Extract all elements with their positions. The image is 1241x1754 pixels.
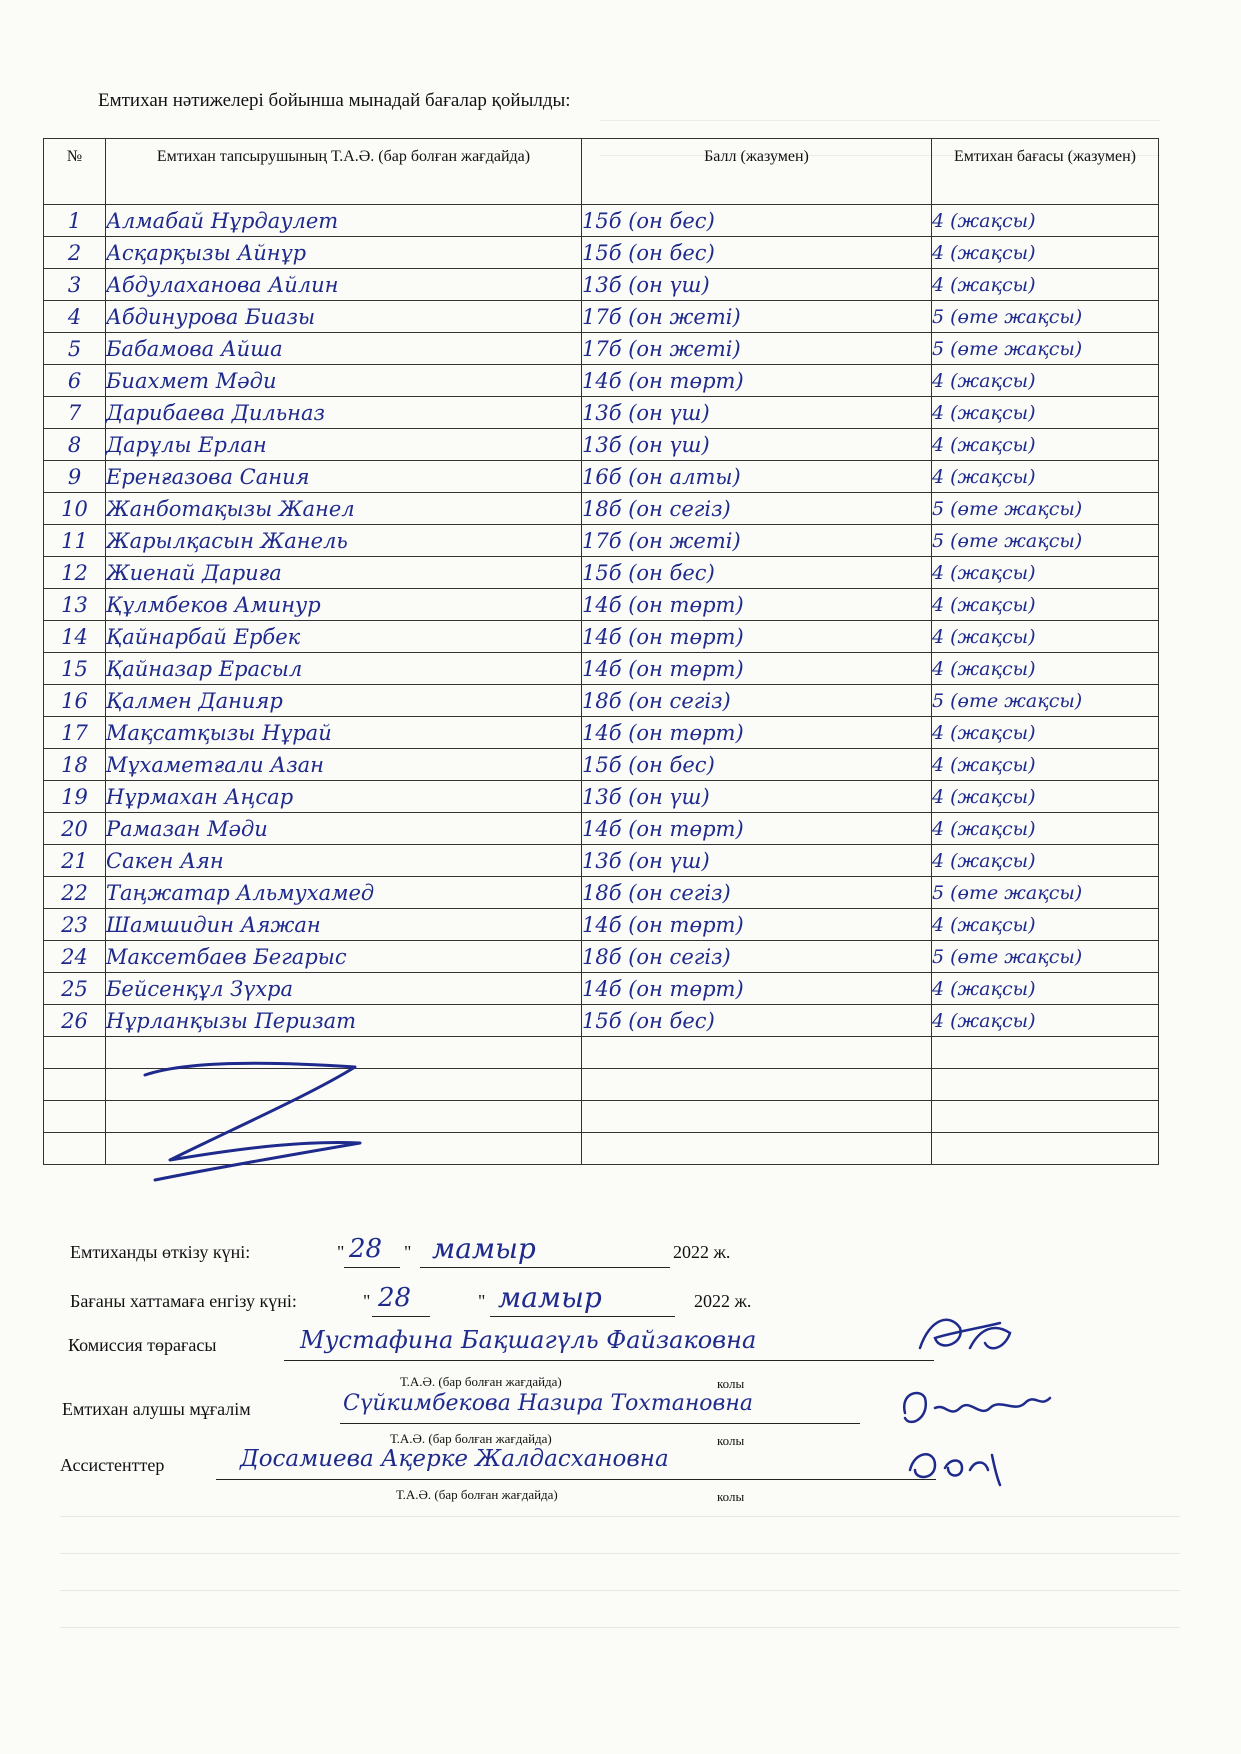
row-score: 18б (он сегіз) bbox=[582, 941, 932, 973]
chair-line bbox=[284, 1360, 934, 1361]
row-number: 12 bbox=[44, 557, 106, 589]
row-name: Алмабай Нұрдаулет bbox=[106, 205, 582, 237]
table-row bbox=[44, 589, 1159, 621]
row-score: 13б (он үш) bbox=[582, 781, 932, 813]
exam-day: 28 bbox=[349, 1234, 383, 1264]
entry-day: 28 bbox=[378, 1283, 412, 1313]
row-number: 1 bbox=[44, 205, 106, 237]
table-row bbox=[44, 717, 1159, 749]
row-number: 18 bbox=[44, 749, 106, 781]
row-grade: 4 (жақсы) bbox=[932, 1005, 1159, 1037]
table-row bbox=[44, 973, 1159, 1005]
row-name: Сакен Аян bbox=[106, 845, 582, 877]
row-name: Мақсатқызы Нұрай bbox=[106, 717, 582, 749]
row-score: 13б (он үш) bbox=[582, 845, 932, 877]
row-score: 15б (он бес) bbox=[582, 749, 932, 781]
table-row bbox=[44, 333, 1159, 365]
table-row bbox=[44, 941, 1159, 973]
chair-fio-note: Т.А.Ә. (бар болған жағдайда) bbox=[400, 1374, 562, 1389]
row-name: Қайназар Ерасыл bbox=[106, 653, 582, 685]
row-score: 14б (он төрт) bbox=[582, 717, 932, 749]
entry-date-label: Бағаны хаттамаға енгізу күні: bbox=[70, 1291, 297, 1311]
row-score: 15б (он бес) bbox=[582, 1005, 932, 1037]
row-grade: 4 (жақсы) bbox=[932, 397, 1159, 429]
row-number: 6 bbox=[44, 365, 106, 397]
row-number: 3 bbox=[44, 269, 106, 301]
row-number: 26 bbox=[44, 1005, 106, 1037]
row-name: Максетбаев Бегарыс bbox=[106, 941, 582, 973]
row-number: 4 bbox=[44, 301, 106, 333]
row-grade: 4 (жақсы) bbox=[932, 205, 1159, 237]
row-number: 10 bbox=[44, 493, 106, 525]
row-grade bbox=[932, 1069, 1159, 1101]
table-row bbox=[44, 621, 1159, 653]
examiner-fio-note: Т.А.Ә. (бар болған жағдайда) bbox=[390, 1431, 552, 1446]
row-score: 15б (он бес) bbox=[582, 557, 932, 589]
row-score bbox=[582, 1069, 932, 1101]
row-number bbox=[44, 1037, 106, 1069]
table-row bbox=[44, 365, 1159, 397]
table-row bbox=[44, 397, 1159, 429]
row-number: 19 bbox=[44, 781, 106, 813]
exam-date-quote-open: " bbox=[337, 1242, 345, 1262]
row-name: Дарибаева Дильназ bbox=[106, 397, 582, 429]
row-score: 17б (он жеті) bbox=[582, 301, 932, 333]
intro-text: Емтихан нәтижелері бойынша мынадай бағалар қойылды: bbox=[98, 90, 571, 111]
row-grade: 5 (өте жақсы) bbox=[932, 301, 1159, 333]
row-grade: 4 (жақсы) bbox=[932, 429, 1159, 461]
row-grade: 4 (жақсы) bbox=[932, 621, 1159, 653]
row-score: 14б (он төрт) bbox=[582, 589, 932, 621]
row-name: Мұхаметғали Азан bbox=[106, 749, 582, 781]
row-grade: 4 (жақсы) bbox=[932, 845, 1159, 877]
table-row bbox=[44, 429, 1159, 461]
row-name: Жарылқасын Жанель bbox=[106, 525, 582, 557]
chair-name: Мустафина Бақшагүль Файзаковна bbox=[300, 1326, 757, 1354]
exam-date-quote-close: " bbox=[404, 1242, 412, 1262]
bleed-through-lines bbox=[60, 1480, 1180, 1700]
row-score bbox=[582, 1133, 932, 1165]
chair-signature bbox=[910, 1308, 1030, 1368]
row-name: Нұрмахан Аңсар bbox=[106, 781, 582, 813]
table-row bbox=[44, 237, 1159, 269]
row-name: Бабамова Айша bbox=[106, 333, 582, 365]
table-row bbox=[44, 653, 1159, 685]
row-grade: 4 (жақсы) bbox=[932, 909, 1159, 941]
row-score: 14б (он төрт) bbox=[582, 973, 932, 1005]
entry-date-quote-close: " bbox=[478, 1291, 486, 1311]
table-row bbox=[44, 909, 1159, 941]
row-number: 16 bbox=[44, 685, 106, 717]
row-score: 17б (он жеті) bbox=[582, 525, 932, 557]
row-number: 21 bbox=[44, 845, 106, 877]
row-score: 13б (он үш) bbox=[582, 269, 932, 301]
row-name: Рамазан Мәди bbox=[106, 813, 582, 845]
row-score bbox=[582, 1101, 932, 1133]
row-grade: 4 (жақсы) bbox=[932, 557, 1159, 589]
row-name: Таңжатар Альмухамед bbox=[106, 877, 582, 909]
row-grade bbox=[932, 1133, 1159, 1165]
row-grade: 4 (жақсы) bbox=[932, 717, 1159, 749]
row-score: 18б (он сегіз) bbox=[582, 877, 932, 909]
row-score: 14б (он төрт) bbox=[582, 909, 932, 941]
examiner-line bbox=[340, 1423, 860, 1424]
row-name: Шамшидин Аяжан bbox=[106, 909, 582, 941]
examiner-name: Сүйкимбекова Назира Тохтановна bbox=[343, 1391, 753, 1416]
strike-scribble bbox=[140, 1055, 380, 1185]
row-grade: 4 (жақсы) bbox=[932, 237, 1159, 269]
row-name: Еренғазова Сания bbox=[106, 461, 582, 493]
row-grade bbox=[932, 1101, 1159, 1133]
exam-month-line bbox=[420, 1267, 670, 1268]
row-number: 11 bbox=[44, 525, 106, 557]
row-grade: 4 (жақсы) bbox=[932, 781, 1159, 813]
col-header-score: Балл (жазумен) bbox=[582, 139, 932, 205]
table-row bbox=[44, 301, 1159, 333]
row-grade: 5 (өте жақсы) bbox=[932, 525, 1159, 557]
table-row bbox=[44, 685, 1159, 717]
examiner-signature-note: колы bbox=[717, 1433, 745, 1448]
col-header-number: № bbox=[44, 139, 106, 205]
table-row bbox=[44, 877, 1159, 909]
row-name: Құлмбеков Аминур bbox=[106, 589, 582, 621]
assistants-signature-note: колы bbox=[717, 1489, 745, 1504]
table-row bbox=[44, 205, 1159, 237]
entry-year: 2022 ж. bbox=[694, 1291, 752, 1311]
row-number bbox=[44, 1133, 106, 1165]
col-header-name: Емтихан тапсырушының Т.А.Ә. (бар болған жағдайда) bbox=[106, 139, 582, 205]
row-grade: 5 (өте жақсы) bbox=[932, 493, 1159, 525]
assistants-line bbox=[216, 1479, 936, 1480]
row-name: Дарұлы Ерлан bbox=[106, 429, 582, 461]
row-number: 22 bbox=[44, 877, 106, 909]
row-number: 13 bbox=[44, 589, 106, 621]
row-grade bbox=[932, 1037, 1159, 1069]
row-number: 8 bbox=[44, 429, 106, 461]
table-header-row bbox=[44, 139, 1159, 205]
assistants-name: Досамиева Ақерке Жалдасхановна bbox=[240, 1446, 669, 1472]
row-score: 14б (он төрт) bbox=[582, 653, 932, 685]
table-row bbox=[44, 557, 1159, 589]
table-row bbox=[44, 749, 1159, 781]
row-name: Абдинурова Биазы bbox=[106, 301, 582, 333]
table-row bbox=[44, 845, 1159, 877]
row-name: Абдулаханова Айлин bbox=[106, 269, 582, 301]
row-name: Қалмен Данияр bbox=[106, 685, 582, 717]
row-name: Жиенай Дариға bbox=[106, 557, 582, 589]
row-number: 24 bbox=[44, 941, 106, 973]
row-number: 17 bbox=[44, 717, 106, 749]
row-grade: 4 (жақсы) bbox=[932, 653, 1159, 685]
chair-label: Комиссия төрағасы bbox=[68, 1335, 217, 1355]
exam-month: мамыр bbox=[432, 1232, 536, 1265]
assistants-fio-note: Т.А.Ә. (бар болған жағдайда) bbox=[396, 1487, 558, 1502]
row-number: 20 bbox=[44, 813, 106, 845]
row-number: 25 bbox=[44, 973, 106, 1005]
row-name: Бейсенқұл Зүхра bbox=[106, 973, 582, 1005]
row-name: Асқарқызы Айнұр bbox=[106, 237, 582, 269]
row-grade: 4 (жақсы) bbox=[932, 813, 1159, 845]
row-score: 18б (он сегіз) bbox=[582, 685, 932, 717]
exam-day-line bbox=[344, 1267, 400, 1268]
row-grade: 4 (жақсы) bbox=[932, 461, 1159, 493]
exam-date-label: Емтиханды өткізу күні: bbox=[70, 1242, 251, 1262]
row-number: 2 bbox=[44, 237, 106, 269]
row-grade: 5 (өте жақсы) bbox=[932, 333, 1159, 365]
row-score: 18б (он сегіз) bbox=[582, 493, 932, 525]
entry-month: мамыр bbox=[498, 1281, 602, 1314]
row-grade: 4 (жақсы) bbox=[932, 749, 1159, 781]
row-name: Биахмет Мәди bbox=[106, 365, 582, 397]
row-score: 16б (он алты) bbox=[582, 461, 932, 493]
table-row bbox=[44, 525, 1159, 557]
results-table bbox=[43, 138, 1159, 1165]
row-score: 17б (он жеті) bbox=[582, 333, 932, 365]
row-grade: 4 (жақсы) bbox=[932, 365, 1159, 397]
row-number: 5 bbox=[44, 333, 106, 365]
assistants-label: Ассистенттер bbox=[60, 1455, 165, 1475]
entry-day-line bbox=[372, 1316, 430, 1317]
row-number bbox=[44, 1101, 106, 1133]
assistants-signature bbox=[900, 1440, 1010, 1490]
row-grade: 4 (жақсы) bbox=[932, 973, 1159, 1005]
row-score: 14б (он төрт) bbox=[582, 365, 932, 397]
row-score: 14б (он төрт) bbox=[582, 621, 932, 653]
table-row bbox=[44, 493, 1159, 525]
row-number: 9 bbox=[44, 461, 106, 493]
table-row bbox=[44, 461, 1159, 493]
row-score bbox=[582, 1037, 932, 1069]
row-grade: 4 (жақсы) bbox=[932, 589, 1159, 621]
row-score: 13б (он үш) bbox=[582, 429, 932, 461]
row-name: Жанботақызы Жанел bbox=[106, 493, 582, 525]
row-grade: 5 (өте жақсы) bbox=[932, 941, 1159, 973]
row-score: 13б (он үш) bbox=[582, 397, 932, 429]
exam-year: 2022 ж. bbox=[673, 1242, 731, 1262]
chair-signature-note: колы bbox=[717, 1376, 745, 1391]
table-row bbox=[44, 1005, 1159, 1037]
row-grade: 5 (өте жақсы) bbox=[932, 877, 1159, 909]
row-score: 15б (он бес) bbox=[582, 237, 932, 269]
row-score: 14б (он төрт) bbox=[582, 813, 932, 845]
row-number: 15 bbox=[44, 653, 106, 685]
table-row bbox=[44, 269, 1159, 301]
row-name: Қайнарбай Ербек bbox=[106, 621, 582, 653]
examiner-signature bbox=[890, 1378, 1060, 1438]
row-number: 14 bbox=[44, 621, 106, 653]
row-number: 7 bbox=[44, 397, 106, 429]
row-grade: 5 (өте жақсы) bbox=[932, 685, 1159, 717]
table-row bbox=[44, 813, 1159, 845]
row-number bbox=[44, 1069, 106, 1101]
row-name: Нұрланқызы Перизат bbox=[106, 1005, 582, 1037]
entry-date-quote-open: " bbox=[363, 1291, 371, 1311]
col-header-grade: Емтихан бағасы (жазумен) bbox=[932, 139, 1159, 205]
row-number: 23 bbox=[44, 909, 106, 941]
entry-month-line bbox=[490, 1316, 675, 1317]
examiner-label: Емтихан алушы мұғалім bbox=[62, 1399, 251, 1419]
row-score: 15б (он бес) bbox=[582, 205, 932, 237]
table-row bbox=[44, 781, 1159, 813]
row-grade: 4 (жақсы) bbox=[932, 269, 1159, 301]
